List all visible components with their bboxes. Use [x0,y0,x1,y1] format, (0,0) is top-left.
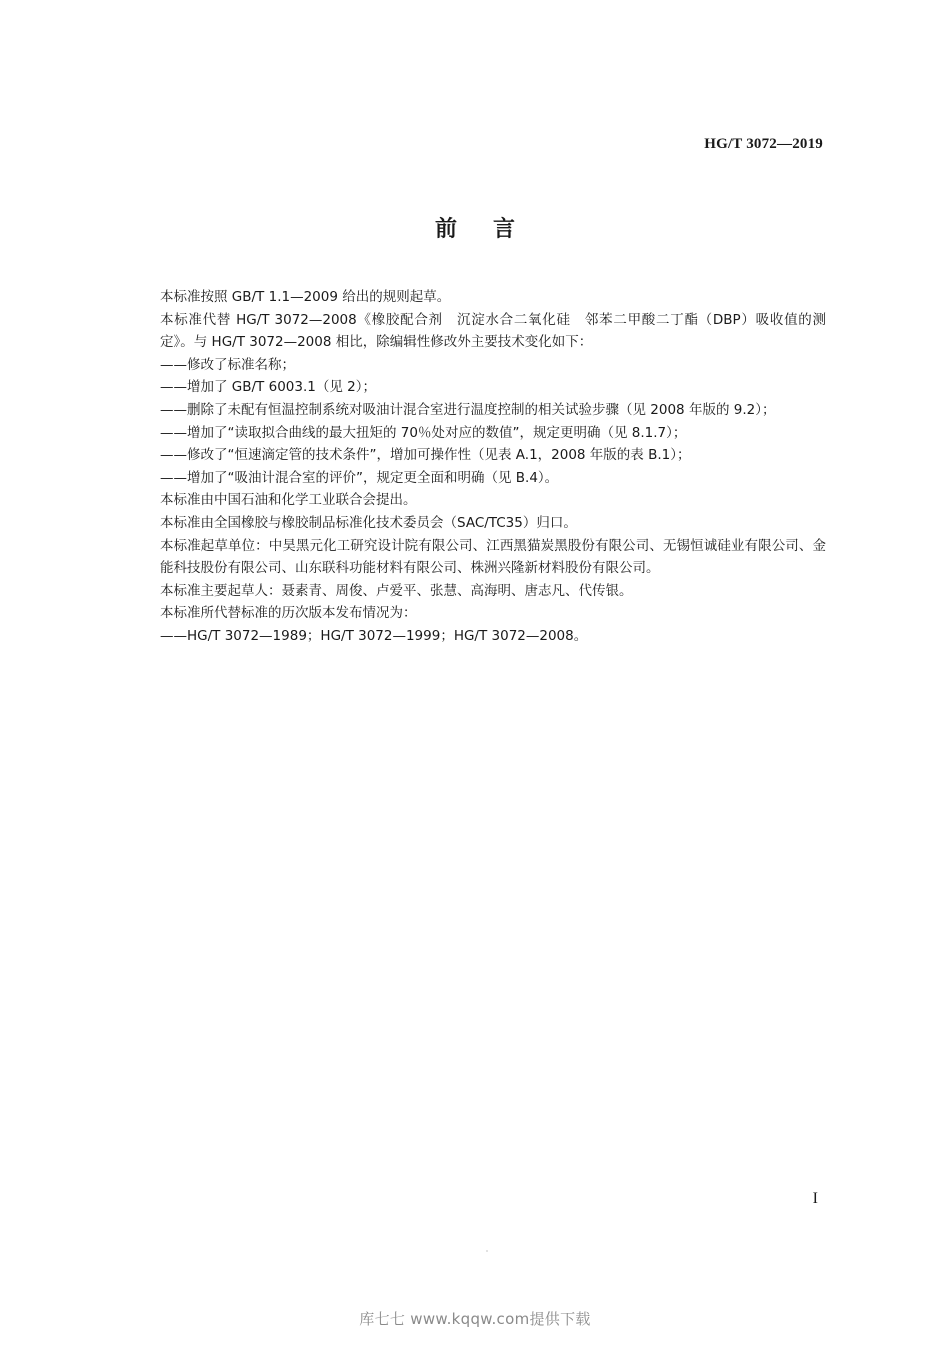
paragraph-drafters: 本标准主要起草人：聂素青、周俊、卢爱平、张慧、高海明、唐志凡、代传银。 [160,582,633,599]
dash-marker: —— [160,401,187,418]
change-item [160,354,826,377]
history-item [160,625,826,648]
dash-marker: —— [160,424,187,441]
change-text: 增加了“吸油计混合室的评价”，规定更全面和明确（见 B.4）。 [187,469,559,486]
paragraph-drafting-rules: 本标准按照 GB/T 1.1—2009 给出的规则起草。 [160,289,451,305]
standard-code: HG/T 3072—2019 [704,136,823,152]
change-item [160,422,826,445]
paragraph-history-intro: 本标准所代替标准的历次版本发布情况为： [160,605,417,622]
dash-marker: —— [160,469,187,486]
scan-dot [486,1250,488,1252]
change-text: 修改了标准名称； [187,356,295,373]
dash-marker: —— [160,447,187,464]
download-watermark: 库七七 www.kqqw.com提供下载 [359,1310,591,1328]
foreword-body [160,286,826,648]
dash-marker: —— [160,379,187,396]
change-text: 删除了未配有恒温控制系统对吸油计混合室进行温度控制的相关试验步骤（见 2008 年版的 9.2）； [187,401,776,418]
change-text: 修改了“恒速滴定管的技术条件”，增加可操作性（见表 A.1，2008 年版的表 B.1）； [187,447,691,464]
change-text: 增加了“读取拟合曲线的最大扭矩的 70％处对应的数值”，规定更明确（见 8.1.7）； [187,424,687,441]
dash-marker: —— [160,627,187,644]
change-item [160,399,826,422]
page-number: I [812,1190,818,1207]
change-item [160,376,826,399]
paragraph-drafting-units: 本标准起草单位：中昊黑元化工研究设计院有限公司、江西黑猫炭黑股份有限公司、无锡恒诚硅业有限公司、金能科技股份有限公司、山东联科功能材料有限公司、株洲兴隆新材料股份有限公司。 [160,537,826,577]
history-text: HG/T 3072—1989；HG/T 3072—1999；HG/T 3072—2008。 [187,627,588,644]
change-item [160,467,826,490]
change-item [160,444,826,467]
paragraph-replacement: 本标准代替 HG/T 3072—2008《橡胶配合剂 沉淀水合二氧化硅 邻苯二甲酸二丁酯（DBP）吸收值的测定》。与 HG/T 3072—2008 相比，除编辑性修改外主要技术变化如下： [160,311,826,351]
page-title: 前言 [434,217,551,242]
dash-marker: —— [160,356,187,373]
paragraph-proposer: 本标准由中国石油和化学工业联合会提出。 [160,492,417,509]
paragraph-committee: 本标准由全国橡胶与橡胶制品标准化技术委员会（SAC/TC35）归口。 [160,514,577,531]
change-text: 增加了 GB/T 6003.1（见 2）； [187,379,376,396]
